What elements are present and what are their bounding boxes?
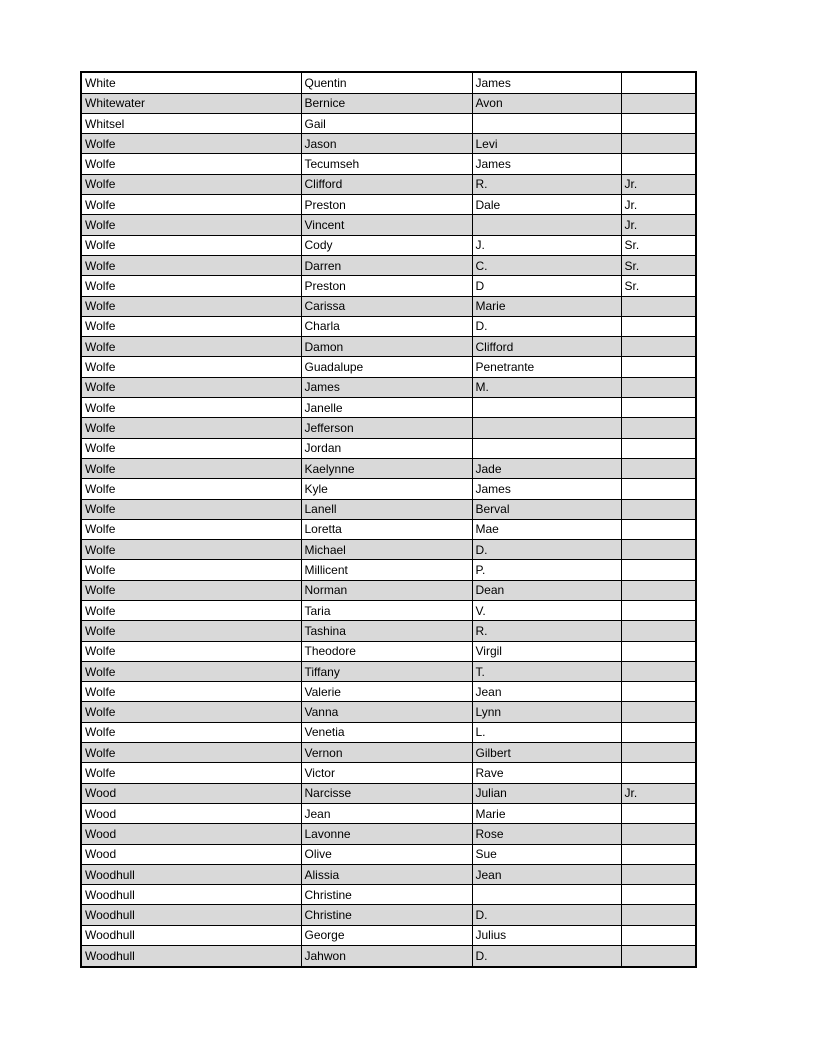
cell-first-name: Alissia	[301, 864, 472, 884]
cell-last-name: Wolfe	[81, 763, 301, 783]
cell-middle-name	[472, 215, 621, 235]
cell-first-name: Damon	[301, 337, 472, 357]
table-row	[81, 276, 696, 296]
cell-middle-name: T.	[472, 661, 621, 681]
cell-middle-name: Marie	[472, 296, 621, 316]
cell-suffix	[621, 113, 696, 133]
table-row	[81, 316, 696, 336]
table-row	[81, 438, 696, 458]
cell-first-name: Clifford	[301, 174, 472, 194]
cell-suffix	[621, 601, 696, 621]
cell-suffix: Jr.	[621, 195, 696, 215]
cell-last-name: Wolfe	[81, 499, 301, 519]
table-row	[81, 479, 696, 499]
cell-first-name: Preston	[301, 276, 472, 296]
cell-middle-name: Jade	[472, 458, 621, 478]
cell-last-name: Wolfe	[81, 682, 301, 702]
cell-suffix	[621, 803, 696, 823]
cell-middle-name	[472, 398, 621, 418]
cell-first-name: Jason	[301, 134, 472, 154]
cell-middle-name: Rose	[472, 824, 621, 844]
cell-last-name: Wolfe	[81, 418, 301, 438]
cell-last-name: Wood	[81, 803, 301, 823]
cell-middle-name: Sue	[472, 844, 621, 864]
cell-suffix	[621, 844, 696, 864]
cell-suffix	[621, 743, 696, 763]
cell-last-name: Wood	[81, 783, 301, 803]
cell-middle-name: Jean	[472, 682, 621, 702]
cell-last-name: Wolfe	[81, 195, 301, 215]
table-row	[81, 722, 696, 742]
cell-middle-name: R.	[472, 174, 621, 194]
cell-middle-name: Jean	[472, 864, 621, 884]
cell-middle-name: Berval	[472, 499, 621, 519]
cell-last-name: Wolfe	[81, 519, 301, 539]
cell-first-name: Jahwon	[301, 946, 472, 967]
table-row	[81, 580, 696, 600]
cell-last-name: Wolfe	[81, 479, 301, 499]
cell-last-name: Wolfe	[81, 235, 301, 255]
cell-middle-name	[472, 438, 621, 458]
cell-suffix: Sr.	[621, 235, 696, 255]
cell-suffix: Sr.	[621, 255, 696, 275]
cell-last-name: Wolfe	[81, 641, 301, 661]
cell-suffix	[621, 824, 696, 844]
cell-last-name: Wolfe	[81, 702, 301, 722]
cell-middle-name: James	[472, 479, 621, 499]
cell-middle-name: Mae	[472, 519, 621, 539]
table-row	[81, 154, 696, 174]
cell-last-name: Wolfe	[81, 722, 301, 742]
cell-last-name: Wolfe	[81, 601, 301, 621]
cell-middle-name: Julius	[472, 925, 621, 945]
cell-last-name: Wolfe	[81, 580, 301, 600]
table-row	[81, 925, 696, 945]
cell-middle-name	[472, 885, 621, 905]
cell-suffix	[621, 418, 696, 438]
cell-suffix	[621, 560, 696, 580]
table-row	[81, 113, 696, 133]
table-row	[81, 134, 696, 154]
cell-middle-name: Levi	[472, 134, 621, 154]
table-row	[81, 255, 696, 275]
cell-first-name: Narcisse	[301, 783, 472, 803]
table-row	[81, 864, 696, 884]
cell-last-name: Wolfe	[81, 296, 301, 316]
table-row	[81, 235, 696, 255]
cell-suffix	[621, 925, 696, 945]
table-row	[81, 357, 696, 377]
cell-last-name: Wolfe	[81, 255, 301, 275]
cell-middle-name: L.	[472, 722, 621, 742]
table-row	[81, 763, 696, 783]
table-row	[81, 885, 696, 905]
cell-middle-name: D.	[472, 905, 621, 925]
cell-suffix	[621, 722, 696, 742]
table-row	[81, 560, 696, 580]
cell-suffix	[621, 682, 696, 702]
cell-first-name: Olive	[301, 844, 472, 864]
cell-first-name: Jean	[301, 803, 472, 823]
cell-suffix	[621, 641, 696, 661]
cell-last-name: Woodhull	[81, 864, 301, 884]
table-row	[81, 377, 696, 397]
cell-last-name: Woodhull	[81, 905, 301, 925]
cell-last-name: White	[81, 72, 301, 93]
cell-last-name: Wolfe	[81, 377, 301, 397]
cell-first-name: George	[301, 925, 472, 945]
table-row	[81, 458, 696, 478]
cell-first-name: Cody	[301, 235, 472, 255]
cell-middle-name: C.	[472, 255, 621, 275]
cell-last-name: Wolfe	[81, 276, 301, 296]
cell-middle-name: V.	[472, 601, 621, 621]
cell-last-name: Wolfe	[81, 174, 301, 194]
cell-first-name: Janelle	[301, 398, 472, 418]
cell-first-name: Guadalupe	[301, 357, 472, 377]
name-list-table-container	[80, 71, 697, 968]
cell-first-name: James	[301, 377, 472, 397]
cell-middle-name: Dale	[472, 195, 621, 215]
cell-suffix	[621, 479, 696, 499]
cell-suffix: Jr.	[621, 215, 696, 235]
cell-middle-name: D.	[472, 946, 621, 967]
cell-first-name: Millicent	[301, 560, 472, 580]
table-row	[81, 824, 696, 844]
cell-suffix	[621, 296, 696, 316]
cell-first-name: Tashina	[301, 621, 472, 641]
cell-first-name: Valerie	[301, 682, 472, 702]
cell-first-name: Venetia	[301, 722, 472, 742]
cell-last-name: Wolfe	[81, 398, 301, 418]
cell-suffix	[621, 337, 696, 357]
cell-middle-name	[472, 113, 621, 133]
cell-suffix	[621, 398, 696, 418]
cell-middle-name: Avon	[472, 93, 621, 113]
cell-first-name: Darren	[301, 255, 472, 275]
cell-last-name: Wolfe	[81, 316, 301, 336]
table-row	[81, 844, 696, 864]
table-row	[81, 682, 696, 702]
cell-first-name: Quentin	[301, 72, 472, 93]
cell-middle-name: Marie	[472, 803, 621, 823]
cell-first-name: Lanell	[301, 499, 472, 519]
cell-suffix	[621, 72, 696, 93]
cell-suffix: Sr.	[621, 276, 696, 296]
cell-first-name: Christine	[301, 885, 472, 905]
cell-suffix	[621, 661, 696, 681]
cell-middle-name: D	[472, 276, 621, 296]
name-list-table-body	[81, 72, 696, 967]
cell-suffix	[621, 580, 696, 600]
cell-first-name: Jefferson	[301, 418, 472, 438]
cell-first-name: Kyle	[301, 479, 472, 499]
cell-middle-name: Virgil	[472, 641, 621, 661]
table-row	[81, 905, 696, 925]
cell-last-name: Wolfe	[81, 661, 301, 681]
table-row	[81, 661, 696, 681]
cell-first-name: Kaelynne	[301, 458, 472, 478]
cell-last-name: Whitewater	[81, 93, 301, 113]
cell-first-name: Lavonne	[301, 824, 472, 844]
cell-last-name: Woodhull	[81, 885, 301, 905]
cell-suffix	[621, 93, 696, 113]
cell-last-name: Woodhull	[81, 946, 301, 967]
table-row	[81, 195, 696, 215]
cell-middle-name: D.	[472, 540, 621, 560]
cell-last-name: Wolfe	[81, 438, 301, 458]
table-row	[81, 398, 696, 418]
table-row	[81, 93, 696, 113]
cell-first-name: Victor	[301, 763, 472, 783]
cell-first-name: Taria	[301, 601, 472, 621]
cell-suffix	[621, 357, 696, 377]
cell-middle-name: Clifford	[472, 337, 621, 357]
cell-middle-name: M.	[472, 377, 621, 397]
cell-suffix	[621, 621, 696, 641]
cell-suffix	[621, 702, 696, 722]
table-row	[81, 601, 696, 621]
cell-middle-name	[472, 418, 621, 438]
table-row	[81, 743, 696, 763]
table-row	[81, 519, 696, 539]
cell-last-name: Wolfe	[81, 134, 301, 154]
table-row	[81, 783, 696, 803]
cell-first-name: Vernon	[301, 743, 472, 763]
cell-last-name: Wolfe	[81, 215, 301, 235]
cell-first-name: Jordan	[301, 438, 472, 458]
cell-last-name: Wolfe	[81, 357, 301, 377]
table-row	[81, 72, 696, 93]
table-row	[81, 621, 696, 641]
cell-suffix	[621, 154, 696, 174]
cell-first-name: Charla	[301, 316, 472, 336]
cell-first-name: Bernice	[301, 93, 472, 113]
cell-last-name: Wood	[81, 844, 301, 864]
cell-middle-name: Lynn	[472, 702, 621, 722]
cell-middle-name: J.	[472, 235, 621, 255]
cell-middle-name: D.	[472, 316, 621, 336]
table-row	[81, 803, 696, 823]
cell-suffix	[621, 499, 696, 519]
cell-last-name: Wolfe	[81, 337, 301, 357]
cell-last-name: Wolfe	[81, 540, 301, 560]
cell-first-name: Tecumseh	[301, 154, 472, 174]
cell-middle-name: Penetrante	[472, 357, 621, 377]
table-row	[81, 540, 696, 560]
cell-suffix	[621, 540, 696, 560]
cell-suffix	[621, 885, 696, 905]
cell-middle-name: P.	[472, 560, 621, 580]
table-row	[81, 499, 696, 519]
cell-middle-name: James	[472, 154, 621, 174]
cell-middle-name: James	[472, 72, 621, 93]
cell-first-name: Preston	[301, 195, 472, 215]
cell-first-name: Vincent	[301, 215, 472, 235]
table-row	[81, 702, 696, 722]
cell-last-name: Wolfe	[81, 154, 301, 174]
cell-suffix	[621, 438, 696, 458]
name-list-table	[80, 71, 697, 968]
cell-last-name: Wolfe	[81, 621, 301, 641]
cell-last-name: Wolfe	[81, 560, 301, 580]
cell-suffix	[621, 377, 696, 397]
cell-middle-name: Rave	[472, 763, 621, 783]
cell-last-name: Wolfe	[81, 743, 301, 763]
cell-middle-name: Gilbert	[472, 743, 621, 763]
table-row	[81, 174, 696, 194]
cell-first-name: Theodore	[301, 641, 472, 661]
cell-suffix	[621, 864, 696, 884]
cell-first-name: Christine	[301, 905, 472, 925]
cell-suffix	[621, 946, 696, 967]
cell-suffix	[621, 316, 696, 336]
cell-suffix	[621, 905, 696, 925]
cell-suffix: Jr.	[621, 783, 696, 803]
cell-last-name: Whitsel	[81, 113, 301, 133]
cell-last-name: Wood	[81, 824, 301, 844]
cell-middle-name: R.	[472, 621, 621, 641]
cell-suffix	[621, 763, 696, 783]
cell-suffix: Jr.	[621, 174, 696, 194]
table-row	[81, 418, 696, 438]
table-row	[81, 337, 696, 357]
cell-middle-name: Julian	[472, 783, 621, 803]
cell-suffix	[621, 458, 696, 478]
table-row	[81, 946, 696, 967]
cell-suffix	[621, 519, 696, 539]
cell-middle-name: Dean	[472, 580, 621, 600]
cell-first-name: Michael	[301, 540, 472, 560]
cell-first-name: Loretta	[301, 519, 472, 539]
table-row	[81, 296, 696, 316]
cell-last-name: Wolfe	[81, 458, 301, 478]
cell-first-name: Tiffany	[301, 661, 472, 681]
cell-first-name: Vanna	[301, 702, 472, 722]
cell-suffix	[621, 134, 696, 154]
cell-first-name: Carissa	[301, 296, 472, 316]
cell-last-name: Woodhull	[81, 925, 301, 945]
table-row	[81, 215, 696, 235]
cell-first-name: Norman	[301, 580, 472, 600]
table-row	[81, 641, 696, 661]
cell-first-name: Gail	[301, 113, 472, 133]
